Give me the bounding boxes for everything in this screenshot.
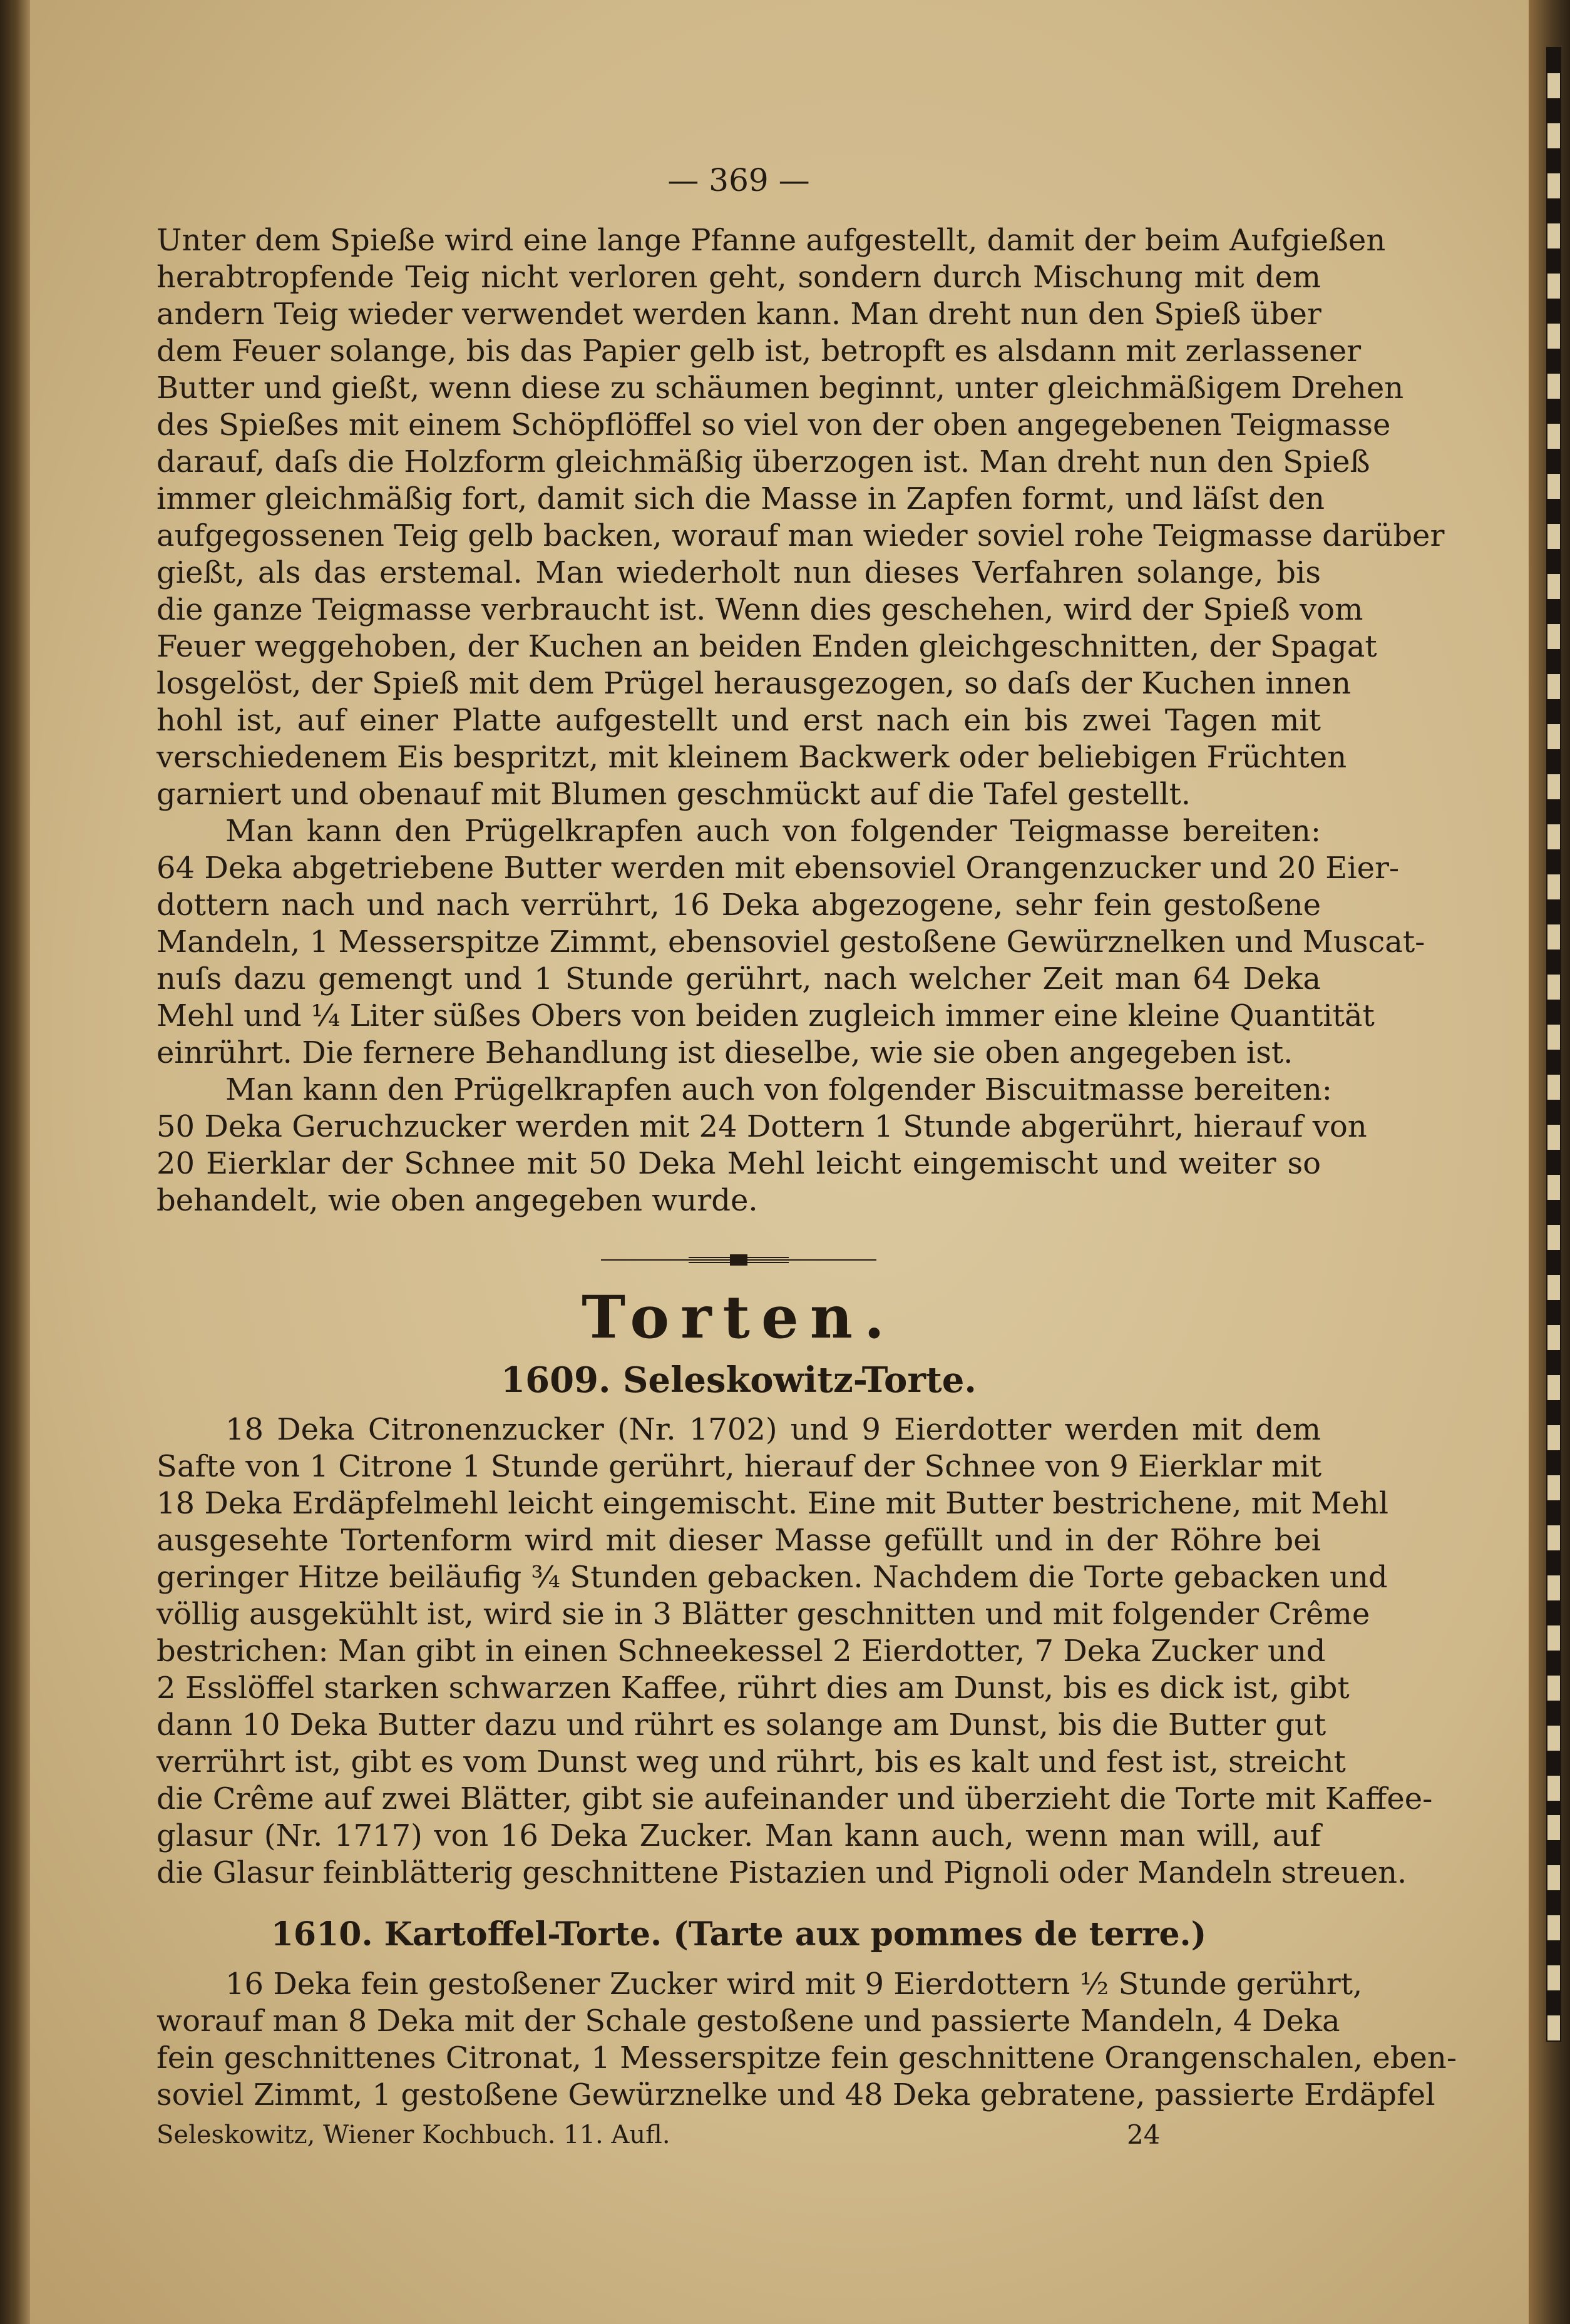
recipe-line: soviel Zimmt, 1 gestoßene Gewürznelke und 48 Deka gebratene, passierte Erdäpfel (156, 2077, 1435, 2112)
body-line: behandelt, wie oben angegeben wurde. (156, 1183, 758, 1218)
body-line: dottern nach und nach verrührt, 16 Deka abgezogene, sehr fein gestoßene (156, 888, 1321, 923)
recipe-heading-1609: 1609. Seleskowitz-Torte. (501, 1359, 977, 1401)
body-line: 64 Deka abgetriebene Butter werden mit ebensoviel Orangenzucker und 20 Eier- (156, 851, 1400, 886)
body-line: 20 Eierklar der Schnee mit 50 Deka Mehl leicht eingemischt und weiter so (156, 1146, 1321, 1181)
body-line: darauf, daſs die Holzform gleichmäßig überzogen ist. Man dreht nun den Spieß (156, 444, 1370, 479)
footer-signature: 24 (1127, 2119, 1161, 2150)
body-line: des Spießes mit einem Schöpflöffel so viel von der oben angegebenen Teigmasse (156, 407, 1391, 443)
recipe-line: die Glasur feinblätterig geschnittene Pistazien und Pignoli oder Mandeln streuen. (156, 1855, 1407, 1890)
recipe-line: geringer Hitze beiläufig ¾ Stunden gebacken. Nachdem die Torte gebacken und (156, 1560, 1388, 1595)
body-line: hohl ist, auf einer Platte aufgestellt und erst nach ein bis zwei Tagen mit (156, 703, 1321, 738)
body-line: nuſs dazu gemengt und 1 Stunde gerührt, nach welcher Zeit man 64 Deka (156, 961, 1321, 996)
recipe-line: 18 Deka Erdäpfelmehl leicht eingemischt. Eine mit Butter bestrichene, mit Mehl (156, 1486, 1388, 1521)
recipe-line: bestrichen: Man gibt in einen Schneekessel 2 Eierdotter, 7 Deka Zucker und (156, 1634, 1326, 1669)
page-gutter (0, 0, 30, 2324)
recipe-line: die Crême auf zwei Blätter, gibt sie aufeinander und überzieht die Torte mit Kaffee- (156, 1781, 1433, 1816)
recipe-line: glasur (Nr. 1717) von 16 Deka Zucker. Man kann auch, wenn man will, auf (156, 1818, 1321, 1853)
body-line: andern Teig wieder verwendet werden kann. Man dreht nun den Spieß über (156, 297, 1321, 332)
body-line: einrührt. Die fernere Behandlung ist dieselbe, wie sie oben angegeben ist. (156, 1035, 1293, 1070)
scan-ruler (1546, 47, 1561, 1802)
scan-ruler-lower (1546, 1801, 1561, 2042)
recipe-line: verrührt ist, gibt es vom Dunst weg und rührt, bis es kalt und fest ist, streicht (156, 1744, 1346, 1779)
body-line: losgelöst, der Spieß mit dem Prügel herausgezogen, so daſs der Kuchen innen (156, 666, 1351, 701)
recipe-line: dann 10 Deka Butter dazu und rührt es solange am Dunst, bis die Butter gut (156, 1707, 1326, 1743)
recipe-line: Safte von 1 Citrone 1 Stunde gerührt, hierauf der Schnee von 9 Eierklar mit (156, 1449, 1322, 1484)
recipe-line: 2 Esslöffel starken schwarzen Kaffee, rührt dies am Dunst, bis es dick ist, gibt (156, 1671, 1350, 1706)
body-line: 50 Deka Geruchzucker werden mit 24 Dottern 1 Stunde abgerührt, hierauf von (156, 1109, 1367, 1144)
section-title: Torten. (582, 1283, 896, 1352)
ornament-divider (601, 1251, 876, 1269)
body-line: Butter und gießt, wenn diese zu schäumen beginnt, unter gleichmäßigem Drehen (156, 371, 1404, 406)
footer-imprint: Seleskowitz, Wiener Kochbuch. 11. Aufl. (156, 2121, 670, 2149)
body-line: gießt, als das erstemal. Man wiederholt nun dieses Verfahren solange, bis (156, 555, 1321, 590)
body-line: Mandeln, 1 Messerspitze Zimmt, ebensoviel gestoßene Gewürznelken und Muscat- (156, 924, 1425, 960)
body-line: Feuer weggehoben, der Kuchen an beiden Enden gleichgeschnitten, der Spagat (156, 629, 1377, 664)
body-line: Unter dem Spieße wird eine lange Pfanne aufgestellt, damit der beim Aufgießen (156, 223, 1386, 258)
recipe-line: 18 Deka Citronenzucker (Nr. 1702) und 9 Eierdotter werden mit dem (225, 1412, 1321, 1447)
body-line: die ganze Teigmasse verbraucht ist. Wenn dies geschehen, wird der Spieß vom (156, 592, 1363, 627)
page-number: — 369 — (667, 162, 810, 198)
body-line: aufgegossenen Teig gelb backen, worauf man wieder soviel rohe Teigmasse darüber (156, 518, 1445, 553)
recipe-heading-1610: 1610. Kartoffel-Torte. (Tarte aux pommes de terre.) (270, 1915, 1207, 1953)
recipe-line: fein geschnittenes Citronat, 1 Messerspitze fein geschnittene Orangenschalen, eben- (156, 2040, 1457, 2076)
body-line: immer gleichmäßig fort, damit sich die Masse in Zapfen formt, und läſst den (156, 481, 1325, 516)
body-line: garniert und obenauf mit Blumen geschmückt auf die Tafel gestellt. (156, 777, 1191, 812)
body-line: dem Feuer solange, bis das Papier gelb ist, betropft es alsdann mit zerlassener (156, 334, 1362, 369)
body-line: verschiedenem Eis bespritzt, mit kleinem Backwerk oder beliebigen Früchten (156, 740, 1347, 775)
body-line: Mehl und ¼ Liter süßes Obers von beiden zugleich immer eine kleine Quantität (156, 998, 1375, 1033)
recipe-line: 16 Deka fein gestoßener Zucker wird mit 9 Eierdottern ½ Stunde gerührt, (225, 1967, 1363, 2002)
recipe-line: worauf man 8 Deka mit der Schale gestoßene und passierte Mandeln, 4 Deka (156, 2004, 1340, 2039)
body-line: Man kann den Prügelkrapfen auch von folgender Biscuitmasse bereiten: (225, 1072, 1332, 1107)
body-line: herabtropfende Teig nicht verloren geht, sondern durch Mischung mit dem (156, 260, 1321, 295)
body-line: Man kann den Prügelkrapfen auch von folgender Teigmasse bereiten: (225, 814, 1321, 849)
recipe-line: ausgesehte Tortenform wird mit dieser Masse gefüllt und in der Röhre bei (156, 1523, 1321, 1558)
recipe-line: völlig ausgekühlt ist, wird sie in 3 Blätter geschnitten und mit folgender Crême (156, 1597, 1370, 1632)
